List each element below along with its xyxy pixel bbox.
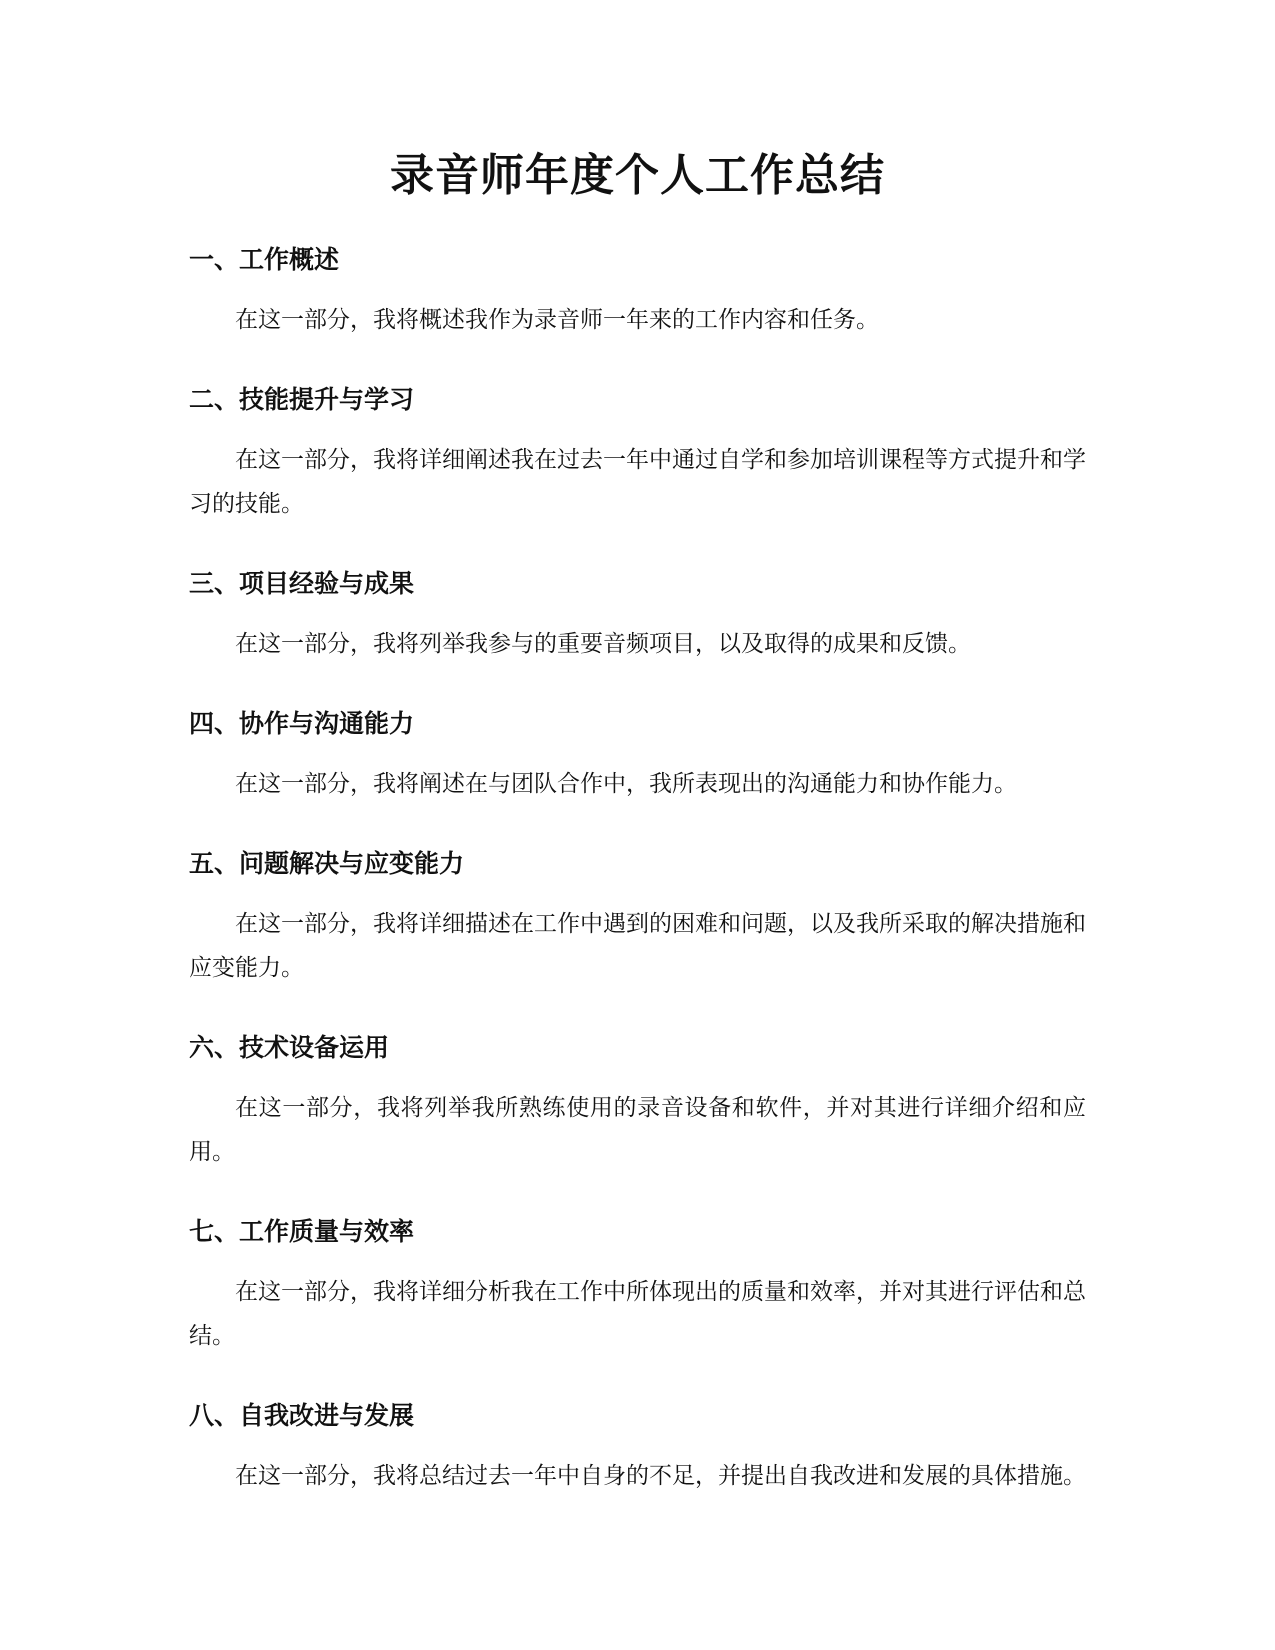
section-heading: 一、工作概述 bbox=[189, 245, 340, 274]
page-title: 录音师年度个人工作总结 bbox=[390, 150, 885, 201]
section-paragraph: 在这一部分，我将概述我作为录音师一年来的工作内容和任务。 bbox=[235, 307, 879, 333]
section-equipment bbox=[189, 1033, 1086, 1217]
section-heading: 七、工作质量与效率 bbox=[189, 1217, 415, 1246]
section-heading: 三、项目经验与成果 bbox=[189, 569, 415, 598]
section-problem-solving bbox=[189, 849, 1086, 1033]
section-self-improvement bbox=[189, 1401, 1086, 1541]
section-paragraph: 在这一部分，我将详细分析我在工作中所体现出的质量和效率，并对其进行评估和总结。 bbox=[189, 1279, 1086, 1349]
section-heading: 六、技术设备运用 bbox=[189, 1033, 390, 1062]
section-paragraph: 在这一部分，我将阐述在与团队合作中，我所表现出的沟通能力和协作能力。 bbox=[235, 771, 1017, 797]
section-paragraph: 在这一部分，我将详细描述在工作中遇到的困难和问题，以及我所采取的解决措施和应变能力。 bbox=[189, 911, 1086, 981]
section-projects bbox=[189, 569, 1086, 709]
section-paragraph: 在这一部分，我将列举我参与的重要音频项目，以及取得的成果和反馈。 bbox=[235, 631, 971, 657]
section-paragraph: 在这一部分，我将总结过去一年中自身的不足，并提出自我改进和发展的具体措施。 bbox=[235, 1463, 1086, 1489]
section-overview bbox=[189, 245, 1086, 385]
section-heading: 五、问题解决与应变能力 bbox=[189, 849, 465, 878]
section-paragraph: 在这一部分，我将列举我所熟练使用的录音设备和软件，并对其进行详细介绍和应用。 bbox=[189, 1095, 1086, 1165]
section-skills bbox=[189, 385, 1086, 569]
section-collaboration bbox=[189, 709, 1086, 849]
section-heading: 四、协作与沟通能力 bbox=[189, 709, 415, 738]
section-heading: 二、技能提升与学习 bbox=[189, 385, 415, 414]
section-paragraph: 在这一部分，我将详细阐述我在过去一年中通过自学和参加培训课程等方式提升和学习的技能。 bbox=[189, 447, 1086, 517]
document-content bbox=[189, 245, 1086, 1541]
section-heading: 八、自我改进与发展 bbox=[189, 1401, 415, 1430]
section-quality bbox=[189, 1217, 1086, 1401]
